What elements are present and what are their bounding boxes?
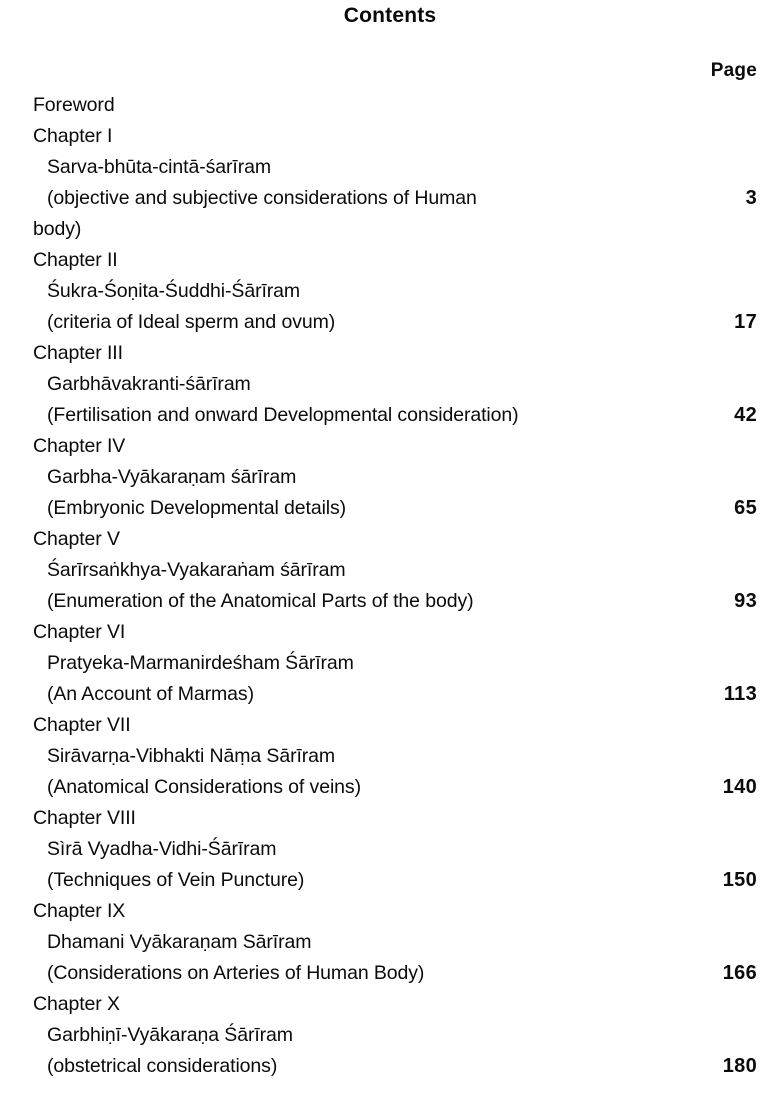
toc-gloss-continuation xyxy=(0,214,780,245)
toc-sanskrit-title xyxy=(0,834,780,865)
toc-gloss-text: (Techniques of Vein Puncture) xyxy=(47,869,305,891)
toc-chapter-label xyxy=(0,524,780,555)
toc-gloss xyxy=(0,183,780,214)
toc-chapter-label xyxy=(0,121,780,152)
page-number: 180 xyxy=(722,1055,757,1077)
toc-sanskrit-title-text: Sarva-bhūta-cintā-śarīram xyxy=(47,156,271,178)
toc-gloss xyxy=(0,1051,780,1082)
toc-sanskrit-title xyxy=(0,369,780,400)
toc-gloss-text: (Anatomical Considerations of veins) xyxy=(47,776,361,798)
toc-sanskrit-title xyxy=(0,927,780,958)
toc-gloss xyxy=(0,865,780,896)
toc-sanskrit-title xyxy=(0,1020,780,1051)
table-of-contents xyxy=(0,90,780,1082)
toc-gloss-text: (Fertilisation and onward Developmental consideration) xyxy=(47,404,519,426)
toc-sanskrit-title xyxy=(0,276,780,307)
toc-gloss xyxy=(0,958,780,989)
toc-sanskrit-title-text: Pratyeka-Marmanirdeśham Śārīram xyxy=(47,652,354,674)
toc-gloss xyxy=(0,307,780,338)
toc-sanskrit-title-text: Śukra-Śoṇita-Śuddhi-Śārīram xyxy=(47,280,301,302)
toc-chapter-label xyxy=(0,710,780,741)
toc-gloss-text: (objective and subjective considerations of Human xyxy=(47,187,477,209)
toc-sanskrit-title-text: Dhamani Vyākaraṇam Sārīram xyxy=(47,931,312,953)
toc-sanskrit-title xyxy=(0,555,780,586)
toc-chapter-label-text: Chapter VII xyxy=(33,714,131,736)
toc-gloss xyxy=(0,586,780,617)
toc-chapter-label xyxy=(0,896,780,927)
toc-gloss-text: (An Account of Marmas) xyxy=(47,683,254,705)
toc-entry-label-text: Foreword xyxy=(33,94,115,116)
toc-sanskrit-title xyxy=(0,741,780,772)
toc-entry-label xyxy=(0,90,780,121)
toc-sanskrit-title-text: Garbha-Vyākaraṇam śārīram xyxy=(47,466,297,488)
toc-chapter-label-text: Chapter III xyxy=(33,342,123,364)
toc-gloss xyxy=(0,772,780,803)
toc-chapter-label-text: Chapter VI xyxy=(33,621,126,643)
toc-chapter-label xyxy=(0,617,780,648)
page-title: Contents xyxy=(343,4,437,27)
toc-chapter-label-text: Chapter IV xyxy=(33,435,126,457)
toc-gloss-text: (criteria of Ideal sperm and ovum) xyxy=(47,311,336,333)
toc-chapter-label xyxy=(0,245,780,276)
toc-chapter-label-text: Chapter IX xyxy=(33,900,126,922)
toc-gloss xyxy=(0,679,780,710)
page-number: 113 xyxy=(723,683,757,705)
toc-sanskrit-title-text: Śarīrsaṅkhya-Vyakaraṅam śārīram xyxy=(47,559,346,581)
page-number: 3 xyxy=(745,187,757,209)
toc-sanskrit-title-text: Garbhiṇī-Vyākaraṇa Śārīram xyxy=(47,1024,293,1046)
toc-sanskrit-title xyxy=(0,648,780,679)
toc-chapter-label xyxy=(0,431,780,462)
toc-chapter-label-text: Chapter X xyxy=(33,993,120,1015)
toc-sanskrit-title xyxy=(0,462,780,493)
toc-chapter-label-text: Chapter VIII xyxy=(33,807,136,829)
page-number: 150 xyxy=(722,869,757,891)
toc-chapter-label xyxy=(0,989,780,1020)
toc-chapter-label xyxy=(0,338,780,369)
page-number: 166 xyxy=(722,962,757,984)
toc-sanskrit-title-text: Garbhāvakranti-śārīram xyxy=(47,373,251,395)
page-number: 140 xyxy=(722,776,757,798)
page-number: 42 xyxy=(734,404,757,426)
toc-gloss-text: (Enumeration of the Anatomical Parts of the body) xyxy=(47,590,474,612)
page-number: 65 xyxy=(734,497,757,519)
toc-sanskrit-title xyxy=(0,152,780,183)
toc-gloss-text: (Considerations on Arteries of Human Body) xyxy=(47,962,425,984)
toc-sanskrit-title-text: Sirāvarṇa-Vibhakti Nāṃa Sārīram xyxy=(47,745,336,767)
page-number: 17 xyxy=(734,311,757,333)
toc-chapter-label xyxy=(0,803,780,834)
toc-gloss xyxy=(0,400,780,431)
toc-chapter-label-text: Chapter I xyxy=(33,125,113,147)
toc-gloss-text: (Embryonic Developmental details) xyxy=(47,497,347,519)
toc-chapter-label-text: Chapter II xyxy=(33,249,118,271)
page-number: 93 xyxy=(734,590,757,612)
toc-gloss xyxy=(0,493,780,524)
toc-sanskrit-title-text: Sìrā Vyadha-Vidhi-Śārīram xyxy=(47,838,277,860)
page-column-header: Page xyxy=(710,60,757,81)
toc-chapter-label-text: Chapter V xyxy=(33,528,120,550)
toc-gloss-continuation-text: body) xyxy=(33,218,82,240)
toc-gloss-text: (obstetrical considerations) xyxy=(47,1055,278,1077)
